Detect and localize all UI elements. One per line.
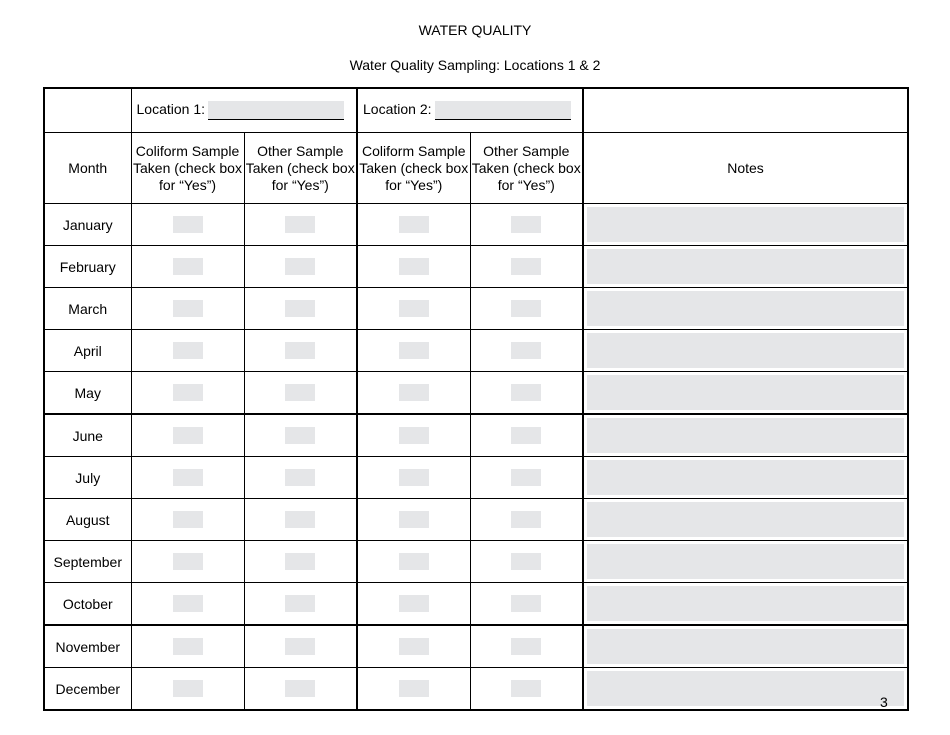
- month-label: February: [59, 258, 116, 275]
- other-2-checkbox[interactable]: [511, 680, 541, 697]
- other-1-checkbox[interactable]: [285, 258, 315, 275]
- other-1-checkbox[interactable]: [285, 511, 315, 528]
- checkbox-cell: [470, 330, 583, 372]
- notes-cell: [583, 246, 908, 288]
- location-2-label: Location 2:: [363, 101, 432, 118]
- month-header: [44, 133, 131, 204]
- table-row: [44, 204, 908, 246]
- coliform-2-checkbox[interactable]: [399, 595, 429, 612]
- sampling-table: [43, 87, 909, 711]
- table-row: [44, 372, 908, 415]
- checkbox-cell: [470, 457, 583, 499]
- other-2-checkbox[interactable]: [511, 300, 541, 317]
- month-cell: [44, 457, 131, 499]
- month-label: December: [55, 680, 121, 697]
- checkbox-cell: [357, 541, 470, 583]
- table-row: [44, 625, 908, 668]
- checkbox-cell: [357, 414, 470, 457]
- month-label: November: [55, 638, 121, 655]
- location-2-field[interactable]: [435, 101, 571, 120]
- table-row: [44, 499, 908, 541]
- checkbox-cell: [131, 625, 244, 668]
- other-1-checkbox[interactable]: [285, 638, 315, 655]
- notes-field[interactable]: [587, 460, 904, 495]
- other-2-checkbox[interactable]: [511, 216, 541, 233]
- notes-field[interactable]: [587, 586, 904, 621]
- month-label: May: [74, 384, 101, 401]
- notes-field[interactable]: [587, 629, 904, 664]
- notes-field[interactable]: [587, 544, 904, 579]
- checkbox-cell: [244, 668, 357, 711]
- checkbox-cell: [131, 541, 244, 583]
- table-row: [44, 457, 908, 499]
- notes-field[interactable]: [587, 291, 904, 326]
- other-2-checkbox[interactable]: [511, 469, 541, 486]
- month-cell: [44, 668, 131, 711]
- coliform-1-checkbox[interactable]: [173, 469, 203, 486]
- checkbox-cell: [357, 246, 470, 288]
- month-cell: [44, 414, 131, 457]
- notes-field[interactable]: [587, 333, 904, 368]
- checkbox-cell: [244, 204, 357, 246]
- coliform-2-checkbox[interactable]: [399, 469, 429, 486]
- checkbox-cell: [131, 372, 244, 415]
- checkbox-cell: [244, 414, 357, 457]
- checkbox-cell: [131, 668, 244, 711]
- other-1-checkbox[interactable]: [285, 680, 315, 697]
- coliform-2-header-label: Coliform Sample Taken (check box for “Yes”): [359, 142, 469, 193]
- month-cell: [44, 625, 131, 668]
- coliform-1-checkbox[interactable]: [173, 427, 203, 444]
- checkbox-cell: [470, 499, 583, 541]
- checkbox-cell: [131, 246, 244, 288]
- notes-cell: [583, 541, 908, 583]
- coliform-1-checkbox[interactable]: [173, 384, 203, 401]
- notes-cell: [583, 499, 908, 541]
- table-row: [44, 414, 908, 457]
- other-1-header: [244, 133, 357, 204]
- checkbox-cell: [470, 541, 583, 583]
- checkbox-cell: [357, 499, 470, 541]
- coliform-2-header: [357, 133, 470, 204]
- checkbox-cell: [470, 583, 583, 626]
- checkbox-cell: [357, 668, 470, 711]
- page-number: 3: [880, 694, 888, 710]
- checkbox-cell: [470, 246, 583, 288]
- month-cell: [44, 204, 131, 246]
- notes-header-label: Notes: [727, 159, 764, 176]
- coliform-1-checkbox[interactable]: [173, 216, 203, 233]
- coliform-1-header-label: Coliform Sample Taken (check box for “Yes”): [133, 142, 242, 193]
- notes-header: [583, 133, 908, 204]
- coliform-1-checkbox[interactable]: [173, 258, 203, 275]
- checkbox-cell: [357, 288, 470, 330]
- other-1-checkbox[interactable]: [285, 553, 315, 570]
- page-subtitle: Water Quality Sampling: Locations 1 & 2: [349, 57, 601, 73]
- notes-field[interactable]: [587, 418, 904, 453]
- month-cell: [44, 330, 131, 372]
- page-title: WATER QUALITY: [418, 22, 532, 38]
- coliform-1-checkbox[interactable]: [173, 300, 203, 317]
- notes-cell: [583, 288, 908, 330]
- checkbox-cell: [357, 583, 470, 626]
- month-cell: [44, 541, 131, 583]
- month-label: September: [53, 553, 122, 570]
- coliform-1-checkbox[interactable]: [173, 553, 203, 570]
- month-cell: [44, 583, 131, 626]
- month-label: July: [75, 469, 101, 486]
- other-1-header-label: Other Sample Taken (check box for “Yes”): [245, 142, 355, 193]
- checkbox-cell: [244, 288, 357, 330]
- notes-cell: [583, 414, 908, 457]
- month-header-label: Month: [68, 159, 108, 176]
- checkbox-cell: [244, 499, 357, 541]
- other-2-checkbox[interactable]: [511, 638, 541, 655]
- location-2-cell: [357, 88, 583, 133]
- other-2-checkbox[interactable]: [511, 427, 541, 444]
- checkbox-cell: [357, 204, 470, 246]
- checkbox-cell: [131, 457, 244, 499]
- other-2-header: [470, 133, 583, 204]
- notes-cell: [583, 668, 908, 711]
- month-label: March: [68, 300, 108, 317]
- notes-field[interactable]: [587, 207, 904, 242]
- month-cell: [44, 372, 131, 415]
- coliform-2-checkbox[interactable]: [399, 680, 429, 697]
- checkbox-cell: [131, 288, 244, 330]
- checkbox-cell: [470, 668, 583, 711]
- other-1-checkbox[interactable]: [285, 216, 315, 233]
- other-2-checkbox[interactable]: [511, 511, 541, 528]
- notes-field[interactable]: [587, 375, 904, 410]
- header-row: [44, 133, 908, 204]
- other-1-checkbox[interactable]: [285, 469, 315, 486]
- notes-cell: [583, 204, 908, 246]
- other-1-checkbox[interactable]: [285, 342, 315, 359]
- other-1-checkbox[interactable]: [285, 595, 315, 612]
- checkbox-cell: [470, 288, 583, 330]
- checkbox-cell: [131, 499, 244, 541]
- location-row: [44, 88, 908, 133]
- month-cell: [44, 246, 131, 288]
- checkbox-cell: [244, 457, 357, 499]
- month-label: October: [62, 595, 113, 612]
- checkbox-cell: [244, 246, 357, 288]
- blank-notes-cell: [583, 88, 908, 133]
- coliform-1-header: [131, 133, 244, 204]
- notes-field[interactable]: [587, 502, 904, 537]
- checkbox-cell: [244, 330, 357, 372]
- checkbox-cell: [131, 583, 244, 626]
- notes-field[interactable]: [587, 671, 904, 706]
- table-row: [44, 668, 908, 711]
- notes-cell: [583, 625, 908, 668]
- location-1-cell: [131, 88, 357, 133]
- notes-cell: [583, 372, 908, 415]
- coliform-2-checkbox[interactable]: [399, 342, 429, 359]
- coliform-1-checkbox[interactable]: [173, 511, 203, 528]
- checkbox-cell: [357, 330, 470, 372]
- checkbox-cell: [470, 204, 583, 246]
- coliform-2-checkbox[interactable]: [399, 511, 429, 528]
- month-cell: [44, 499, 131, 541]
- coliform-1-checkbox[interactable]: [173, 342, 203, 359]
- checkbox-cell: [131, 330, 244, 372]
- checkbox-cell: [357, 457, 470, 499]
- notes-field[interactable]: [587, 249, 904, 284]
- other-2-checkbox[interactable]: [511, 258, 541, 275]
- notes-cell: [583, 330, 908, 372]
- notes-cell: [583, 583, 908, 626]
- other-2-checkbox[interactable]: [511, 553, 541, 570]
- checkbox-cell: [470, 625, 583, 668]
- coliform-2-checkbox[interactable]: [399, 553, 429, 570]
- coliform-2-checkbox[interactable]: [399, 300, 429, 317]
- other-2-checkbox[interactable]: [511, 342, 541, 359]
- other-2-header-label: Other Sample Taken (check box for “Yes”): [471, 142, 581, 193]
- checkbox-cell: [244, 583, 357, 626]
- checkbox-cell: [244, 372, 357, 415]
- other-1-checkbox[interactable]: [285, 300, 315, 317]
- month-label: June: [72, 427, 103, 444]
- notes-cell: [583, 457, 908, 499]
- checkbox-cell: [131, 414, 244, 457]
- checkbox-cell: [244, 625, 357, 668]
- coliform-2-checkbox[interactable]: [399, 216, 429, 233]
- table-row: [44, 288, 908, 330]
- checkbox-cell: [131, 204, 244, 246]
- location-1-field[interactable]: [208, 101, 344, 120]
- checkbox-cell: [470, 372, 583, 415]
- other-1-checkbox[interactable]: [285, 384, 315, 401]
- other-2-checkbox[interactable]: [511, 595, 541, 612]
- table-row: [44, 246, 908, 288]
- table-row: [44, 330, 908, 372]
- other-1-checkbox[interactable]: [285, 427, 315, 444]
- checkbox-cell: [244, 541, 357, 583]
- month-cell: [44, 288, 131, 330]
- table-row: [44, 541, 908, 583]
- table-row: [44, 583, 908, 626]
- coliform-1-checkbox[interactable]: [173, 638, 203, 655]
- checkbox-cell: [470, 414, 583, 457]
- month-label: April: [73, 342, 102, 359]
- coliform-2-checkbox[interactable]: [399, 384, 429, 401]
- coliform-2-checkbox[interactable]: [399, 638, 429, 655]
- checkbox-cell: [357, 625, 470, 668]
- location-1-label: Location 1:: [136, 101, 205, 118]
- checkbox-cell: [357, 372, 470, 415]
- month-label: August: [65, 511, 110, 528]
- blank-corner-cell: [44, 88, 131, 133]
- coliform-1-checkbox[interactable]: [173, 595, 203, 612]
- month-label: January: [62, 216, 113, 233]
- coliform-1-checkbox[interactable]: [173, 680, 203, 697]
- other-2-checkbox[interactable]: [511, 384, 541, 401]
- coliform-2-checkbox[interactable]: [399, 258, 429, 275]
- coliform-2-checkbox[interactable]: [399, 427, 429, 444]
